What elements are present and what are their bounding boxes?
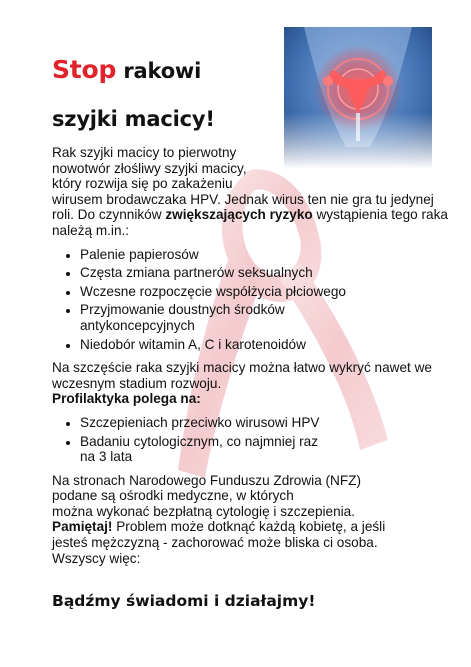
- intro-after: wystąpienia tego raka należą m.in.:: [52, 207, 448, 238]
- title-highlight: Stop: [52, 55, 117, 84]
- intro-bold: zwiększających ryzyko: [165, 207, 313, 223]
- page-title-line1: [52, 55, 201, 84]
- list-item: • Przyjmowanie doustnych środków antykoncepcyjnych: [80, 302, 310, 333]
- intro-line3: który rozwija się po zakażeniu: [52, 176, 233, 192]
- remember-bold: Pamiętaj!: [52, 519, 113, 535]
- nfz-paragraph: [52, 473, 422, 567]
- prevention-list: [52, 415, 452, 465]
- nfz-line1: Na stronach Narodowego Funduszu Zdrowia (NFZ): [52, 472, 362, 488]
- closing-slogan: Bądźmy świadomi i działajmy!: [52, 592, 316, 610]
- remember-text: Problem może dotknąć każdą kobietę, a jeśli jesteś mężczyzną - zachorować może bliska ci osoba. Wszyscy więc:: [52, 519, 386, 566]
- nfz-line3: można wykonać bezpłatną cytologię i szczepienia.: [52, 503, 356, 519]
- list-item: • Badaniu cytologicznym, co najmniej raz na 3 lata: [80, 434, 330, 465]
- title-line1-rest: rakowi: [123, 59, 202, 83]
- risk-factors-list: [52, 247, 452, 353]
- intro-line1: Rak szyjki macicy to pierwotny: [52, 145, 237, 160]
- prevention-heading: Profilaktyka polega na:: [52, 391, 201, 407]
- list-item: • Częsta zmiana partnerów seksualnych: [80, 265, 452, 281]
- intro-line2: nowotwór złośliwy szyjki macicy,: [52, 160, 247, 176]
- list-item: • Niedobór witamin A, C i karotenoidów: [80, 337, 452, 353]
- detection-paragraph: Na szczęście raka szyjki macicy można łatwo wykryć nawet we wczesnym stadium rozwoju.: [52, 360, 432, 391]
- intro-line4: wirusem brodawczaka HPV. Jednak wirus ten nie gra tu jedynej roli. Do czynników: [52, 191, 434, 223]
- main-content: [52, 145, 452, 566]
- list-item: • Palenie papierosów: [80, 247, 452, 263]
- nfz-line2: podane są ośrodki medyczne, w których: [52, 488, 294, 504]
- list-item: • Szczepieniach przeciwko wirusowi HPV: [80, 415, 452, 431]
- list-item: • Wczesne rozpoczęcie współżycia płciowego: [80, 284, 452, 300]
- page-title-line2: szyjki macicy!: [52, 107, 215, 131]
- intro-paragraph: [52, 145, 452, 239]
